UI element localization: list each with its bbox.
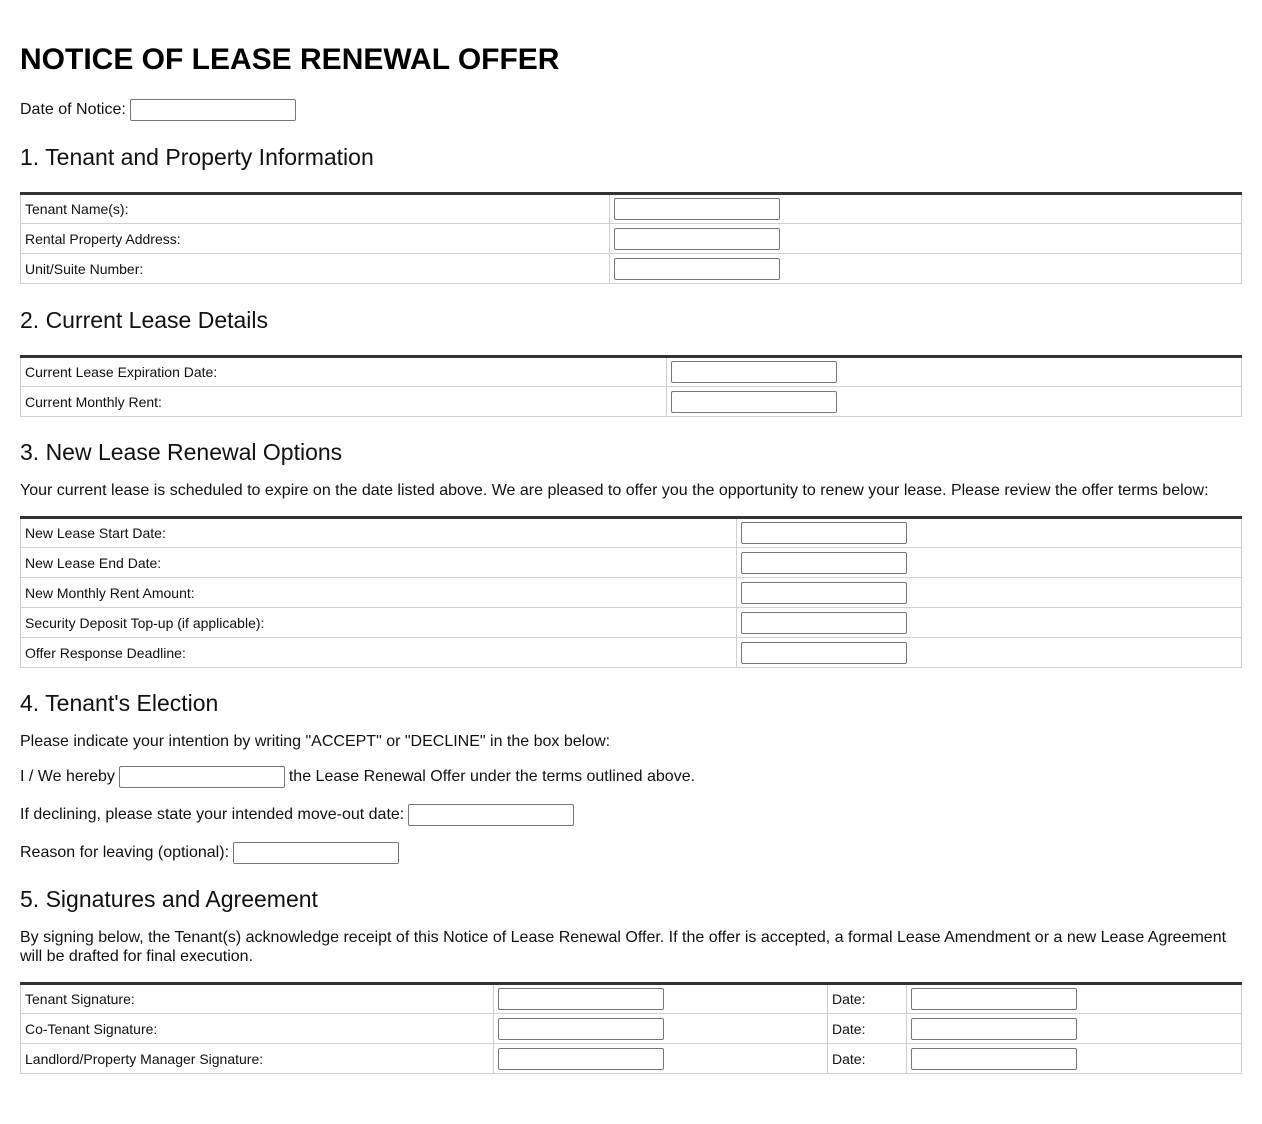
unit-number-label: Unit/Suite Number: [21,254,610,284]
section-3-heading: 3. New Lease Renewal Options [20,439,343,465]
co-tenant-date-input[interactable] [911,1018,1077,1040]
table-row [21,1044,1242,1074]
table-row [21,224,1242,254]
landlord-signature-input[interactable] [498,1048,664,1070]
election-suffix: the Lease Renewal Offer under the terms outlined above. [288,768,696,785]
unit-number-input[interactable] [614,258,780,280]
moveout-date-input[interactable] [408,804,574,826]
reason-input[interactable] [233,842,399,864]
table-row [21,387,1242,417]
table-row [21,254,1242,284]
lease-expiration-cell [667,357,1242,387]
current-rent-cell [667,387,1242,417]
new-rent-cell [737,578,1242,608]
tenant-name-cell [610,194,1242,224]
co-tenant-signature-input[interactable] [498,1018,664,1040]
tenant-date-label: Date: [828,984,907,1014]
deposit-topup-input[interactable] [741,612,907,634]
page-title: NOTICE OF LEASE RENEWAL OFFER [20,43,560,76]
election-row [20,766,1242,788]
response-deadline-label: Offer Response Deadline: [21,638,737,668]
table-row [21,357,1242,387]
section-2-heading: 2. Current Lease Details [20,307,269,333]
table-row [21,608,1242,638]
landlord-signature-cell [494,1044,828,1074]
co-tenant-signature-cell [494,1014,828,1044]
table-row [21,984,1242,1014]
reason-row [20,842,1242,864]
election-prefix: I / We hereby [20,768,115,785]
table-row [21,578,1242,608]
response-deadline-cell [737,638,1242,668]
co-tenant-date-label: Date: [828,1014,907,1044]
new-end-date-cell [737,548,1242,578]
new-start-date-input[interactable] [741,522,907,544]
landlord-date-label: Date: [828,1044,907,1074]
lease-expiration-input[interactable] [671,361,837,383]
unit-number-cell [610,254,1242,284]
section-5-heading: 5. Signatures and Agreement [20,886,318,912]
new-rent-input[interactable] [741,582,907,604]
landlord-date-input[interactable] [911,1048,1077,1070]
tenant-name-label: Tenant Name(s): [21,194,610,224]
election-instruction: Please indicate your intention by writing "ACCEPT" or "DECLINE" in the box below: [20,733,611,750]
tenant-property-table [20,192,1242,284]
moveout-label: If declining, please state your intended move-out date: [20,806,405,823]
co-tenant-date-cell [907,1014,1242,1044]
new-rent-label: New Monthly Rent Amount: [21,578,737,608]
tenant-name-input[interactable] [614,198,780,220]
landlord-date-cell [907,1044,1242,1074]
tenant-signature-label: Tenant Signature: [21,984,494,1014]
date-of-notice-input[interactable] [130,99,296,121]
new-start-date-cell [737,518,1242,548]
property-address-cell [610,224,1242,254]
co-tenant-signature-label: Co-Tenant Signature: [21,1014,494,1044]
section-3-intro: Your current lease is scheduled to expire on the date listed above. We are pleased to offer you the opportunity to renew your lease. Please review the offer terms below: [20,482,1209,499]
election-input[interactable] [119,766,285,788]
signatures-table [20,982,1242,1074]
deposit-topup-label: Security Deposit Top-up (if applicable): [21,608,737,638]
table-row [21,1014,1242,1044]
renewal-options-table [20,516,1242,668]
date-of-notice-label: Date of Notice: [20,101,126,118]
tenant-signature-cell [494,984,828,1014]
section-5-intro: By signing below, the Tenant(s) acknowledge receipt of this Notice of Lease Renewal Offer. If the offer is accepted, a formal Lease Amendment or a new Lease Agreement will be drafted for final execution. [20,929,1227,965]
deposit-topup-cell [737,608,1242,638]
response-deadline-input[interactable] [741,642,907,664]
section-1-heading: 1. Tenant and Property Information [20,144,374,170]
reason-label: Reason for leaving (optional): [20,844,230,861]
current-rent-label: Current Monthly Rent: [21,387,667,417]
property-address-label: Rental Property Address: [21,224,610,254]
tenant-date-input[interactable] [911,988,1077,1010]
moveout-row [20,804,1242,826]
current-lease-table [20,355,1242,417]
table-row [21,548,1242,578]
table-row [21,518,1242,548]
table-row [21,638,1242,668]
tenant-signature-input[interactable] [498,988,664,1010]
landlord-signature-label: Landlord/Property Manager Signature: [21,1044,494,1074]
current-rent-input[interactable] [671,391,837,413]
date-of-notice-row [20,99,1242,121]
tenant-date-cell [907,984,1242,1014]
lease-expiration-label: Current Lease Expiration Date: [21,357,667,387]
new-start-date-label: New Lease Start Date: [21,518,737,548]
new-end-date-input[interactable] [741,552,907,574]
new-end-date-label: New Lease End Date: [21,548,737,578]
table-row [21,194,1242,224]
section-4-heading: 4. Tenant's Election [20,690,219,716]
property-address-input[interactable] [614,228,780,250]
